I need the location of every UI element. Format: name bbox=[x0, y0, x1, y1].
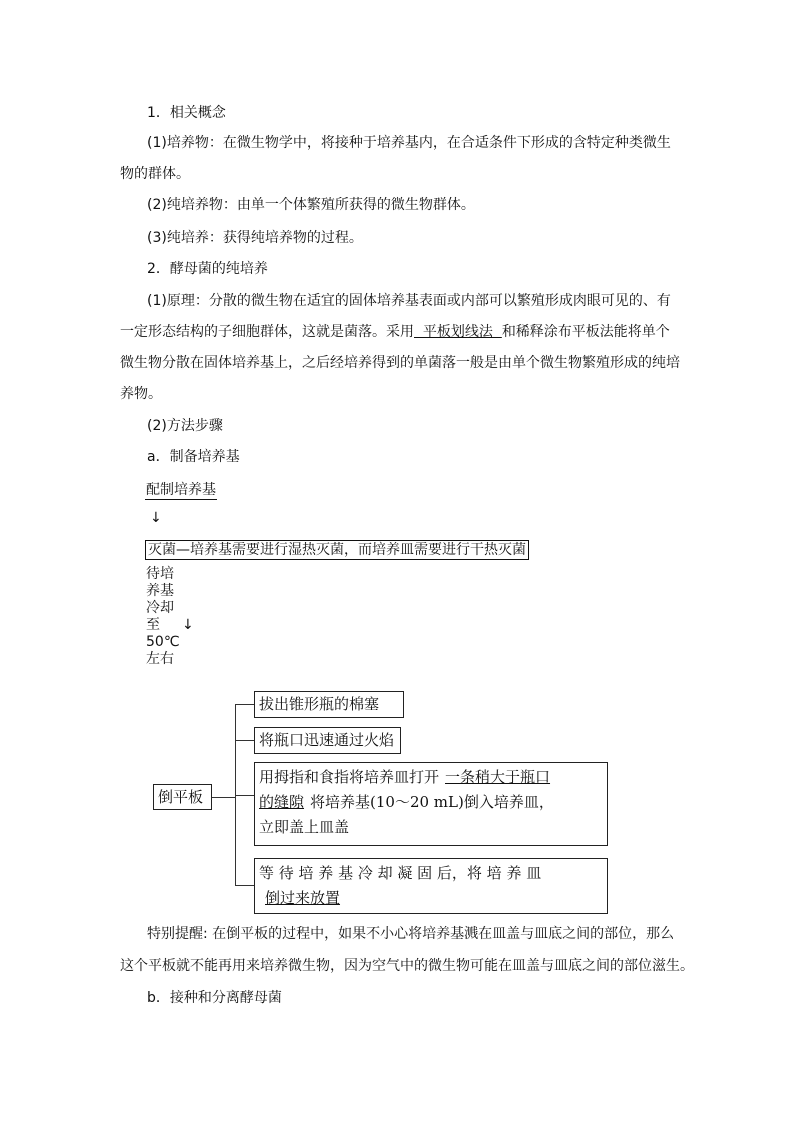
paragraph-principle: (1)原理：分散的微生物在适宜的固体培养基表面或内部可以繁殖形成肉眼可见的、有 bbox=[147, 293, 671, 309]
tip-line1: 特别提醒: 在倒平板的过程中，如果不小心将培养基溅在皿盖与皿底之间的部位，那么 bbox=[147, 926, 675, 942]
paragraph-principle-line2 bbox=[120, 322, 670, 342]
heading-inoculate-yeast: b．接种和分离酵母菌 bbox=[147, 990, 282, 1006]
paragraph-principle-line4: 养物。 bbox=[120, 386, 162, 402]
pour-plate-label: 倒平板 bbox=[153, 784, 212, 810]
answer-gap: 一条稍大于瓶口 bbox=[445, 768, 551, 786]
condition-line: 左右 bbox=[146, 651, 174, 667]
answer-streak-plate: 平板划线法 bbox=[414, 324, 502, 340]
connector-line bbox=[235, 795, 254, 796]
pour-text-c: 立即盖上皿盖 bbox=[259, 818, 350, 836]
heading-method-steps: (2)方法步骤 bbox=[147, 418, 223, 434]
down-arrow-icon: ↓ bbox=[182, 617, 194, 633]
connector-line bbox=[235, 704, 254, 705]
answer-invert: 倒过来放置 bbox=[265, 889, 341, 907]
principle-text-a: 一定形态结构的子细胞群体，这就是菌落。采用 bbox=[120, 324, 414, 340]
connector-line bbox=[212, 797, 235, 798]
condition-line: 待培 bbox=[146, 566, 174, 582]
condition-line: 50℃ bbox=[146, 634, 180, 650]
answer-gap-cont: 的缝隙 bbox=[259, 793, 305, 811]
connector-line bbox=[235, 740, 254, 741]
paragraph-pure-culture: (2)纯培养物：由单一个体繁殖所获得的微生物群体。 bbox=[147, 197, 475, 213]
flow-step-prepare: 配制培养基 bbox=[146, 482, 216, 498]
flow-condition bbox=[146, 566, 180, 668]
principle-text-b: 和稀释涂布平板法能将单个 bbox=[501, 324, 670, 340]
paragraph-culture: (1)培养物：在微生物学中，将接种于培养基内，在合适条件下形成的含特定种类微生 bbox=[147, 135, 671, 151]
paragraph-culture-cont: 物的群体。 bbox=[120, 166, 190, 182]
step-flame-bottle-mouth: 将瓶口迅速通过火焰 bbox=[254, 727, 401, 754]
step-open-dish-pour bbox=[254, 762, 608, 846]
condition-line: 养基 bbox=[146, 583, 174, 599]
condition-line: 冷却 bbox=[146, 600, 174, 616]
paragraph-pure-culturing: (3)纯培养：获得纯培养物的过程。 bbox=[147, 230, 363, 246]
pour-text-a: 用拇指和食指将培养皿打开 bbox=[259, 768, 440, 786]
invert-text-a: 等 待 培 养 基 冷 却 凝 固 后，将 培 养 皿 bbox=[259, 864, 542, 882]
pour-text-b: 将培养基(10～20 mL)倒入培养皿， bbox=[310, 793, 554, 811]
connector-line bbox=[235, 885, 254, 886]
step-invert-plate bbox=[254, 858, 608, 914]
heading-prepare-medium: a．制备培养基 bbox=[147, 449, 240, 465]
condition-line: 至 bbox=[146, 617, 160, 633]
step-remove-cotton-plug: 拔出锥形瓶的棉塞 bbox=[254, 691, 404, 718]
tip-line2: 这个平板就不能再用来培养微生物，因为空气中的微生物可能在皿盖与皿底之间的部位滋生。 bbox=[120, 958, 694, 974]
heading-related-concepts: 1．相关概念 bbox=[147, 105, 226, 121]
paragraph-principle-line3: 微生物分散在固体培养基上，之后经培养得到的单菌落一般是由单个微生物繁殖形成的纯培 bbox=[120, 355, 680, 371]
down-arrow-icon: ↓ bbox=[150, 510, 162, 526]
heading-yeast-pure-culture: 2．酵母菌的纯培养 bbox=[147, 261, 268, 277]
flow-step-sterilize: 灭菌—培养基需要进行湿热灭菌，而培养皿需要进行干热灭菌 bbox=[145, 540, 529, 560]
